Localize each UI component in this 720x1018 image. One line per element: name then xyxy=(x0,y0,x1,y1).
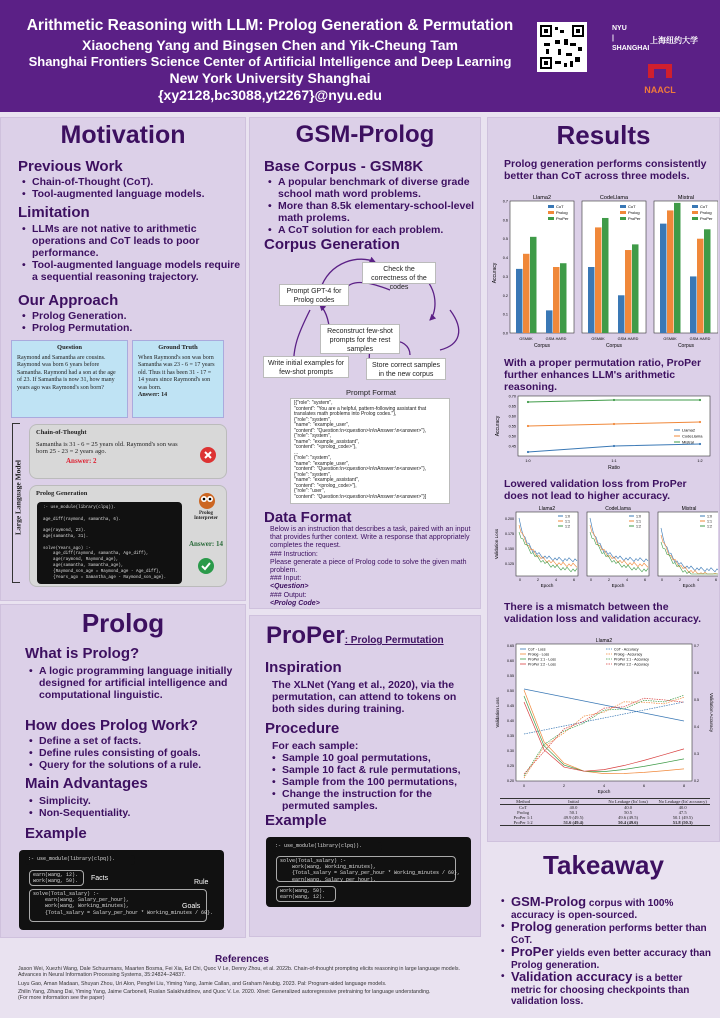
y-tick-label: 0.4 xyxy=(502,256,508,261)
data-point xyxy=(527,401,529,403)
llm-label: Large Language Model xyxy=(13,460,23,535)
table-cell: 51.6 (49.4) xyxy=(563,820,584,825)
takeaway-title: Takeaway xyxy=(543,850,664,880)
x-tick-label: 0 xyxy=(590,578,592,582)
table-cell: 50.1 (49.5) xyxy=(672,815,693,820)
legend-label: CoT xyxy=(628,204,636,209)
x-tick-label: 6 xyxy=(573,578,575,582)
proper-example-code-3: work(wang, 50). earn(wang, 12). xyxy=(276,886,336,902)
result-1-text: Prolog generation performs consistently better than CoT across three models. xyxy=(504,158,707,182)
table-cell: 40.0 xyxy=(624,805,633,810)
proper-title: ProPer: Prolog Permutation xyxy=(266,622,444,649)
prolog-generation-label: Prolog Generation xyxy=(36,490,88,497)
bar xyxy=(618,295,625,333)
prolog-example-code-3: solve(Total_salary) :- earn(wang, Salary_per_hour), work(wang, Working_minutes), {Total_salary = Salary_per_hour * Working_minutes / 60}. xyxy=(29,889,207,922)
nyu-shanghai-logo: NYU | SHANGHAI 上海纽约大学 xyxy=(612,25,698,52)
previous-work-heading: Previous Work xyxy=(18,158,123,175)
list-item: • More than 8.5k elementary-school-level math prolems. xyxy=(268,200,478,224)
motivation-panel xyxy=(0,117,246,601)
data-point xyxy=(699,443,701,445)
bar xyxy=(660,224,667,333)
y-tick-label: 0.1 xyxy=(502,312,508,317)
gsm-prolog-title: GSM-Prolog xyxy=(295,121,435,148)
x-axis-label: Ratio xyxy=(608,465,620,471)
bar xyxy=(625,250,632,333)
panel-title: Mistral xyxy=(681,506,697,512)
legend-label: Prolog - Accuracy xyxy=(614,652,643,657)
validation-loss-line-chart xyxy=(492,504,718,596)
legend-swatch xyxy=(692,211,698,214)
legend-swatch xyxy=(692,217,698,220)
legend-label: 1:2 xyxy=(565,524,570,529)
x-axis-label: Epoch xyxy=(611,583,625,588)
y-tick-label: 0.6 xyxy=(502,218,508,223)
table-cell: 50.4 (49.6) xyxy=(618,820,639,825)
gsm-prolog-panel xyxy=(249,117,481,609)
x-tick-label: 4 xyxy=(555,578,557,582)
bar xyxy=(523,254,530,333)
qr-code-icon[interactable] xyxy=(537,22,587,72)
node-write-examples: Write initial examples for few-shot prompts xyxy=(263,356,349,378)
list-item: • ProPer yields even better accuracy than Prolog generation. xyxy=(501,946,715,971)
legend-label: 1:2 xyxy=(636,524,641,529)
x-tick-label: 2 xyxy=(537,578,539,582)
legend-swatch xyxy=(620,217,626,220)
data-point xyxy=(699,421,701,423)
table-row xyxy=(500,820,710,825)
bar xyxy=(667,210,674,333)
legend-label: ProPer xyxy=(700,216,713,221)
x-tick-label: 4 xyxy=(697,578,699,582)
legend-swatch xyxy=(548,217,554,220)
table-cell: 40.0 xyxy=(678,805,687,810)
table-cell: 50.1 xyxy=(569,810,578,815)
y-tick-label: 0.125 xyxy=(505,562,514,566)
y2-tick-label: 0.3 xyxy=(694,752,699,756)
y2-tick-label: 0.7 xyxy=(694,644,699,648)
limitation-heading: Limitation xyxy=(18,204,90,221)
ground-truth-label: Ground Truth xyxy=(158,344,198,351)
panel-title: CodeLlama xyxy=(605,506,631,512)
prolog-generation-code: :- use_module(library(clpq)). age_diff(raymond, samantha, 6). age(raymond, 23). age(samantha, 31). solve(Years_ago) :- age_diff(raymond, samantha, Age_diff), age(raymond, Raymond_age), age(samantha, Samantha_age), {Raymond_son_age = Raymond_age - Age_diff}, {Years_ago = Samantha_age - Raymond_son_age}. xyxy=(37,502,182,584)
y-tick-label: 0.150 xyxy=(505,547,514,551)
prolog-example-code-1: :- use_module(library(clpq)). xyxy=(25,855,135,865)
table-cell: Prolog xyxy=(517,810,530,815)
legend-label: ProPer 1:2 - Accuracy xyxy=(614,662,649,667)
proper-example-heading: Example xyxy=(265,812,327,829)
list-item: • Prolog Generation. xyxy=(22,310,242,322)
ground-truth-text: When Raymond's son was born Samantha was 23 - 6 = 17 years old. Thus it has been 31 - 17 = 14 years since Raymond's son was born. xyxy=(138,354,215,391)
takeaway-list xyxy=(501,896,715,1008)
bar xyxy=(704,229,711,333)
data-point xyxy=(527,451,529,453)
node-reconstruct-prompts: Reconstruct few-shot prompts for the rest samples xyxy=(320,324,400,354)
cot-answer: Answer: 2 xyxy=(66,456,97,465)
y2-tick-label: 0.6 xyxy=(694,671,699,675)
prolog-panel xyxy=(0,604,246,938)
x-axis-label: Corpus xyxy=(605,343,623,349)
y-tick-label: 0.20 xyxy=(507,779,514,783)
cot-text: Samantha is 31 - 6 = 25 years old. Raymond's son was born 25 - 23 = 2 years ago. xyxy=(36,440,178,455)
bar xyxy=(560,263,567,333)
reference-item: Zhilin Yang, Zihang Dai, Yiming Yang, Jaime Carbonell, Ruslan Salakhutdinov, and Quoc V. Le. 2020. Xlnet: Generalized autoregressive pretraining for language understanding. xyxy=(18,988,431,995)
prolog-answer: Answer: 14 xyxy=(188,540,224,548)
legend-label: CoT - Accuracy xyxy=(614,647,639,652)
references-list xyxy=(18,966,468,1001)
base-corpus-list xyxy=(268,176,478,236)
y-tick-label: 0.45 xyxy=(507,704,514,708)
x-axis-label: Epoch xyxy=(682,583,696,588)
y-tick-label: 0.0 xyxy=(502,331,508,336)
y2-tick-label: 0.4 xyxy=(694,725,699,729)
affiliation-2: New York University Shanghai xyxy=(169,70,371,86)
y-tick-label: 0.25 xyxy=(507,764,514,768)
how-heading: How does Prolog Work? xyxy=(25,717,199,734)
limitation-list xyxy=(22,223,244,283)
bar xyxy=(546,310,553,333)
y-tick-label: 0.5 xyxy=(502,237,508,242)
proper-example-code-2: solve(Total_salary) :- work(wang, Working_minutes), {Total_salary = Salary_per_hour * Working_minutes / 60}, earn(wang, Salary_per_hour). xyxy=(276,856,456,882)
results-panel xyxy=(487,117,720,842)
legend-label: Llama2 xyxy=(682,427,696,433)
list-item: • Sample 10 fact & rule permutations, xyxy=(272,764,477,776)
list-item: • A logic programming language initially designed for artificial intelligence and computational linguistic. xyxy=(29,665,234,701)
reference-item: Luyu Gao, Aman Madaan, Shuyan Zhou, Uri Alon, Pengfei Liu, Yiming Yang, Jamie Callan, and Graham Neubig. 2023. Pal: Program-aided language models. xyxy=(18,980,387,987)
legend-swatch xyxy=(620,205,626,208)
x-axis-label: Corpus xyxy=(677,343,695,349)
facts-label: Facts xyxy=(91,875,109,882)
x-tick-label: GSM8K xyxy=(519,337,533,341)
table-cell: 47.5 xyxy=(678,810,687,815)
legend-swatch xyxy=(548,211,554,214)
results-title: Results xyxy=(556,120,651,150)
list-item: • LLMs are not native to arithmetic operations and CoT leads to poor performance. xyxy=(22,223,244,259)
x-tick-label: 0 xyxy=(661,578,663,582)
y-tick-label: 0.65 xyxy=(507,644,514,648)
x-axis-label: Epoch xyxy=(597,789,611,794)
legend-label: 1:2 xyxy=(707,524,712,529)
legend-label: ProPer 1:2 - Loss xyxy=(528,662,556,667)
data-format-heading: Data Format xyxy=(264,509,352,526)
panel-title: Mistral xyxy=(677,195,695,201)
legend-label: 1:1 xyxy=(636,519,641,524)
table-cell: 49.9 (49.5) xyxy=(563,815,584,820)
legend-label: CoT xyxy=(700,204,708,209)
x-tick-label: 1:0 xyxy=(525,459,531,463)
what-list xyxy=(29,665,234,701)
references-panel xyxy=(0,942,484,1018)
list-item: • Sample 10 goal permutations, xyxy=(272,752,477,764)
x-tick-label: GSM-HARD xyxy=(545,337,567,341)
legend-swatch xyxy=(620,211,626,214)
bar xyxy=(530,237,537,333)
x-tick-label: 0 xyxy=(519,578,521,582)
y-tick-label: 0.2 xyxy=(502,293,508,298)
result-4-text: There is a mismatch between the validation loss and validation accuracy. xyxy=(504,601,702,625)
references-title: References xyxy=(215,954,269,965)
y-tick-label: 0.70 xyxy=(508,394,516,399)
y-tick-label: 0.50 xyxy=(508,434,516,439)
table-cell: ProPer 1:2 xyxy=(513,820,533,825)
legend-label: CodeLlama xyxy=(682,433,703,439)
y-tick-label: 0.175 xyxy=(505,532,514,536)
procedure-heading: Procedure xyxy=(265,720,340,737)
y-tick-label: 0.40 xyxy=(507,719,514,723)
y-tick-label: 0.30 xyxy=(507,749,514,753)
x-tick-label: 6 xyxy=(715,578,717,582)
y-tick-label: 0.55 xyxy=(508,424,516,429)
legend-label: ProPer xyxy=(556,216,569,221)
y-tick-label: 0.200 xyxy=(505,517,514,521)
ground-truth-answer: Answer: 14 xyxy=(138,392,168,398)
legend-label: Prolog xyxy=(700,210,712,215)
x-tick-label: 4 xyxy=(626,578,628,582)
wrong-cross-icon xyxy=(200,447,216,463)
data-point xyxy=(613,423,615,425)
list-item: • A CoT solution for each problem. xyxy=(268,224,478,236)
legend-label: Mistral xyxy=(682,439,694,445)
goals-label: Goals xyxy=(182,903,201,910)
prompt-format-box: [{"role": "system", "content": "You are a helpful, pattern-following assistant that translates math problems into Prolog codes."}, {"role": "system", "name": "example_user", "content": "Question:\n<question>\n\nAnswer:\n<answer>"}, {"role": "system", "name": "example_assistant", "content": "<prolog_code>"}, ... {"role": "system", "name": "example_user", "content": "Question:\n<question>\n\nAnswer:\n<answer>"}, {"role": "system", "name": "example_assistant", "content": "<prolog_code>"}, {"role": "user", "content": "Question:\n<question>\n\nAnswer:\n<answer>"}] xyxy=(290,398,450,504)
x-tick-label: 6 xyxy=(644,578,646,582)
list-item: • Tool-augmented language models require a sequential reasoning trajectory. xyxy=(22,259,244,283)
legend-label: CoT xyxy=(556,204,564,209)
prompt-format-label: Prompt Format xyxy=(346,388,397,397)
example-heading: Example xyxy=(25,825,87,842)
cot-box xyxy=(29,424,227,479)
approach-heading: Our Approach xyxy=(18,292,119,309)
naacl-logo-icon xyxy=(638,60,682,80)
y-tick-label: 0.35 xyxy=(507,734,514,738)
y-tick-label: 0.50 xyxy=(507,689,514,693)
loss-accuracy-mismatch-chart xyxy=(492,636,718,796)
y-axis-label: Validation Loss xyxy=(494,528,499,560)
question-box xyxy=(11,340,128,418)
advantages-list xyxy=(29,795,239,819)
proper-panel xyxy=(249,615,481,937)
prolog-example-code-2: earn(wang, 12). work(wang, 50). xyxy=(29,870,84,886)
corpus-generation-heading: Corpus Generation xyxy=(264,236,400,253)
list-item: • Prolog Permutation. xyxy=(22,322,242,334)
y-tick-label: 0.7 xyxy=(502,199,508,204)
list-item: • Non-Sequentiality. xyxy=(29,807,239,819)
list-item: • Simplicity. xyxy=(29,795,239,807)
list-item: • Change the instruction for the permuted samples. xyxy=(272,788,477,812)
list-item: • Tool-augmented language models. xyxy=(22,188,242,200)
x-tick-label: 0 xyxy=(523,784,525,788)
result-3-text: Lowered validation loss from ProPer does not lead to higher accuracy. xyxy=(504,478,687,502)
node-check-correctness: Check the correctness of the codes xyxy=(362,262,436,284)
poster-header xyxy=(0,0,720,112)
x-axis-label: Corpus xyxy=(533,343,551,349)
approach-list xyxy=(22,310,242,334)
table-cell: CoT xyxy=(519,805,528,810)
list-item: • Validation accuracy is a better metric for choosing checkpoints than validation loss. xyxy=(501,971,715,1008)
x-tick-label: 1:1 xyxy=(611,459,617,463)
node-store-samples: Store correct samples in the new corpus xyxy=(366,358,446,380)
table-header-cell: No Leakage (Its' accuracy) xyxy=(658,799,707,804)
data-point xyxy=(527,425,529,427)
data-point xyxy=(613,445,615,447)
results-table xyxy=(500,798,710,826)
how-list xyxy=(29,735,239,771)
procedure-list xyxy=(272,752,477,812)
reference-item: (For more information see the paper) xyxy=(18,995,105,1002)
legend-label: ProPer xyxy=(628,216,641,221)
legend-label: 1:1 xyxy=(565,519,570,524)
legend-label: Prolog xyxy=(628,210,640,215)
legend-label: 1:0 xyxy=(565,514,570,519)
cot-label: Chain-of-Thought xyxy=(36,429,87,436)
list-item: • A popular benchmark of diverse grade school math word problems. xyxy=(268,176,478,200)
panel-title: CodeLlama xyxy=(599,195,629,201)
question-label: Question xyxy=(57,344,82,351)
poster-title: Arithmetic Reasoning with LLM: Prolog Generation & Permutation xyxy=(26,17,514,34)
question-text: Raymond and Samantha are cousins. Raymond was born 6 years before Samantha. Raymond had a son at the age of 23. If Samantha is now 31, how many years ago was Raymond's son born? xyxy=(17,354,116,391)
list-item: • Sample from the 100 permutations, xyxy=(272,776,477,788)
legend-label: CoT - Loss xyxy=(528,647,546,652)
x-tick-label: 2 xyxy=(563,784,565,788)
motivation-title: Motivation xyxy=(60,121,186,149)
prolog-owl-icon xyxy=(197,491,217,509)
rule-label: Rule xyxy=(194,879,209,886)
bar xyxy=(674,203,681,333)
list-item: • Query for the solutions of a rule. xyxy=(29,759,239,771)
table-cell: ProPer 1:1 xyxy=(513,815,533,820)
x-tick-label: GSM8K xyxy=(663,337,677,341)
y-tick-label: 0.65 xyxy=(508,404,516,409)
list-item: • GSM-Prolog corpus with 100% accuracy is open-sourced. xyxy=(501,896,715,921)
x-tick-label: 1:2 xyxy=(697,459,703,463)
correct-check-icon xyxy=(198,558,214,574)
bar xyxy=(697,239,704,333)
bar xyxy=(595,227,602,333)
legend-label: ProPer 1:1 - Loss xyxy=(528,657,556,662)
list-item: • Prolog generation performs better than CoT. xyxy=(501,921,715,946)
x-tick-label: GSM-HARD xyxy=(689,337,711,341)
x-tick-label: 2 xyxy=(608,578,610,582)
x-tick-label: 6 xyxy=(643,784,645,788)
table-cell: 40.0 xyxy=(569,805,578,810)
x-tick-label: GSM8K xyxy=(591,337,605,341)
x-axis-label: Epoch xyxy=(540,583,554,588)
interpreter-label: Prolog Interpreter xyxy=(193,511,219,521)
authors: Xiaocheng Yang and Bingsen Chen and Yik-Cheung Tam xyxy=(82,37,458,53)
y-tick-label: 0.55 xyxy=(507,674,514,678)
inspiration-text: The XLNet (Yang et al., 2020), via the permutation, can attend to tokens on both sides during training. xyxy=(272,679,457,715)
proper-example-code-1: :- use_module(library(clpq)). xyxy=(272,842,382,852)
advantages-heading: Main Advantages xyxy=(25,775,148,792)
legend-swatch xyxy=(692,205,698,208)
table-cell: 51.8 (50.3) xyxy=(672,820,693,825)
x-tick-label: 2 xyxy=(679,578,681,582)
y2-tick-label: 0.2 xyxy=(694,779,699,783)
bar xyxy=(690,276,697,333)
ground-truth-box xyxy=(132,340,224,418)
result-2-text: With a proper permutation ratio, ProPer further enhances LLM's arithmetic reasoning. xyxy=(504,357,702,393)
bar xyxy=(516,269,523,333)
legend-label: Prolog xyxy=(556,210,568,215)
y2-axis-label: Validation Accuracy xyxy=(709,693,714,732)
y-tick-label: 0.3 xyxy=(502,274,508,279)
y-axis-label: Accuracy xyxy=(492,262,498,284)
previous-work-list xyxy=(22,176,242,200)
y-axis-label: Accuracy xyxy=(495,415,501,437)
naacl-logo: NAACL xyxy=(638,60,682,92)
legend-label: ProPer 1:1 - Accuracy xyxy=(614,657,649,662)
prolog-title: Prolog xyxy=(81,608,165,638)
y-tick-label: 0.60 xyxy=(507,659,514,663)
bar xyxy=(632,244,639,333)
emails: {xy2128,bc3088,yt2267}@nyu.edu xyxy=(158,87,382,103)
table-cell: 49.6 (49.5) xyxy=(618,815,639,820)
data-point xyxy=(613,399,615,401)
data-point xyxy=(699,399,701,401)
table-header-cell: Method xyxy=(516,799,531,804)
legend-label: Prolog - Loss xyxy=(528,652,550,657)
chart-title: Llama2 xyxy=(595,638,613,644)
legend-label: 1:1 xyxy=(707,519,712,524)
inspiration-heading: Inspiration xyxy=(265,659,342,676)
table-body xyxy=(500,805,710,825)
table-header-cell: Initial xyxy=(568,799,579,804)
list-item: • Define rules consisting of goals. xyxy=(29,747,239,759)
accuracy-bar-chart xyxy=(492,193,718,353)
procedure-intro: For each sample: xyxy=(272,740,359,752)
table-cell: 50.5 xyxy=(624,810,633,815)
y2-tick-label: 0.5 xyxy=(694,698,699,702)
x-tick-label: 8 xyxy=(683,784,685,788)
reference-item: Jason Wei, Xuezhi Wang, Dale Schuurmans, Maarten Bosma, Fei Xia, Ed Chi, Quoc V Le, Denny Zhou, et al. 2022b. Chain-of-thought prompting elicits reasoning in large language models. Advances in Neural Information Processing Systems, 35:24824–24837. xyxy=(18,966,460,979)
what-heading: What is Prolog? xyxy=(25,645,140,662)
table-header-cell: No Leakage (Its' loss) xyxy=(608,799,648,804)
bar xyxy=(602,218,609,333)
x-tick-label: GSM-HARD xyxy=(617,337,639,341)
legend-swatch xyxy=(548,205,554,208)
y-tick-label: 0.60 xyxy=(508,414,516,419)
legend-label: 1:0 xyxy=(636,514,641,519)
data-format-text: Below is an instruction that describes a task, paired with an input that provides further context. Write a response that appropriately completes the request. ### Instruction: Please generate a piece of Prolog code to solve the given math problem. ### Input: <Question> ### Output: <Prolog Code> xyxy=(270,526,471,607)
affiliation-1: Shanghai Frontiers Science Center of Artificial Intelligence and Deep Learning xyxy=(28,54,512,69)
legend-label: 1:0 xyxy=(707,514,712,519)
list-item: • Chain-of-Thought (CoT). xyxy=(22,176,242,188)
bar xyxy=(588,267,595,333)
panel-title: Llama2 xyxy=(538,506,556,512)
panel-title: Llama2 xyxy=(532,195,552,201)
y-tick-label: 0.45 xyxy=(508,444,516,449)
y-axis-label: Validation Loss xyxy=(495,697,500,728)
bar xyxy=(553,267,560,333)
base-corpus-heading: Base Corpus - GSM8K xyxy=(264,158,424,175)
takeaway-panel xyxy=(487,846,720,1018)
x-tick-label: 4 xyxy=(603,784,605,788)
ratio-accuracy-line-chart xyxy=(492,392,718,474)
node-prompt-gpt4: Prompt GPT-4 for Prolog codes xyxy=(279,284,349,306)
list-item: • Define a set of facts. xyxy=(29,735,239,747)
